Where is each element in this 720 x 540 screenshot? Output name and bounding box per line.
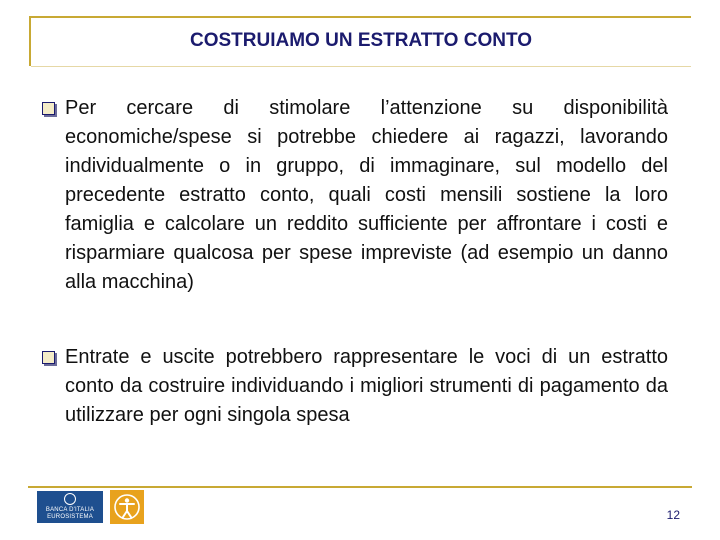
checkbox-bullet-icon [42, 351, 55, 364]
accessibility-person-icon [110, 490, 144, 524]
slide-title: COSTRUIAMO UN ESTRATTO CONTO [190, 30, 532, 51]
bullet-item [42, 94, 668, 297]
footer-divider [28, 486, 692, 488]
title-divider [31, 66, 691, 67]
bank-logo-line1: BANCA D'ITALIA [45, 507, 95, 513]
bank-seal-icon [64, 493, 76, 505]
bullet-text: Per cercare di stimolare l’attenzione su disponibilità economiche/spese si potrebbe chiedere ai ragazzi, lavorando individualmente o in gruppo, di immaginare, sul modello del precedente estratto conto, quali costi mensili sostiene la loro famiglia e calcolare un reddito sufficiente per affrontare i costi e risparmiare qualcosa per spese impreviste (ad esempio un danno alla macchina) [65, 97, 668, 293]
checkbox-bullet-icon [42, 102, 55, 115]
banca-italia-logo [37, 491, 103, 523]
bullet-item [42, 343, 668, 430]
bank-logo-line2: EUROSISTEMA [47, 514, 93, 520]
page-number: 12 [666, 508, 680, 522]
bullet-text: Entrate e uscite potrebbero rappresentare le voci di un estratto conto da costruire individuando i migliori strumenti di pagamento da utilizzare per ogni singola spesa [65, 346, 668, 426]
